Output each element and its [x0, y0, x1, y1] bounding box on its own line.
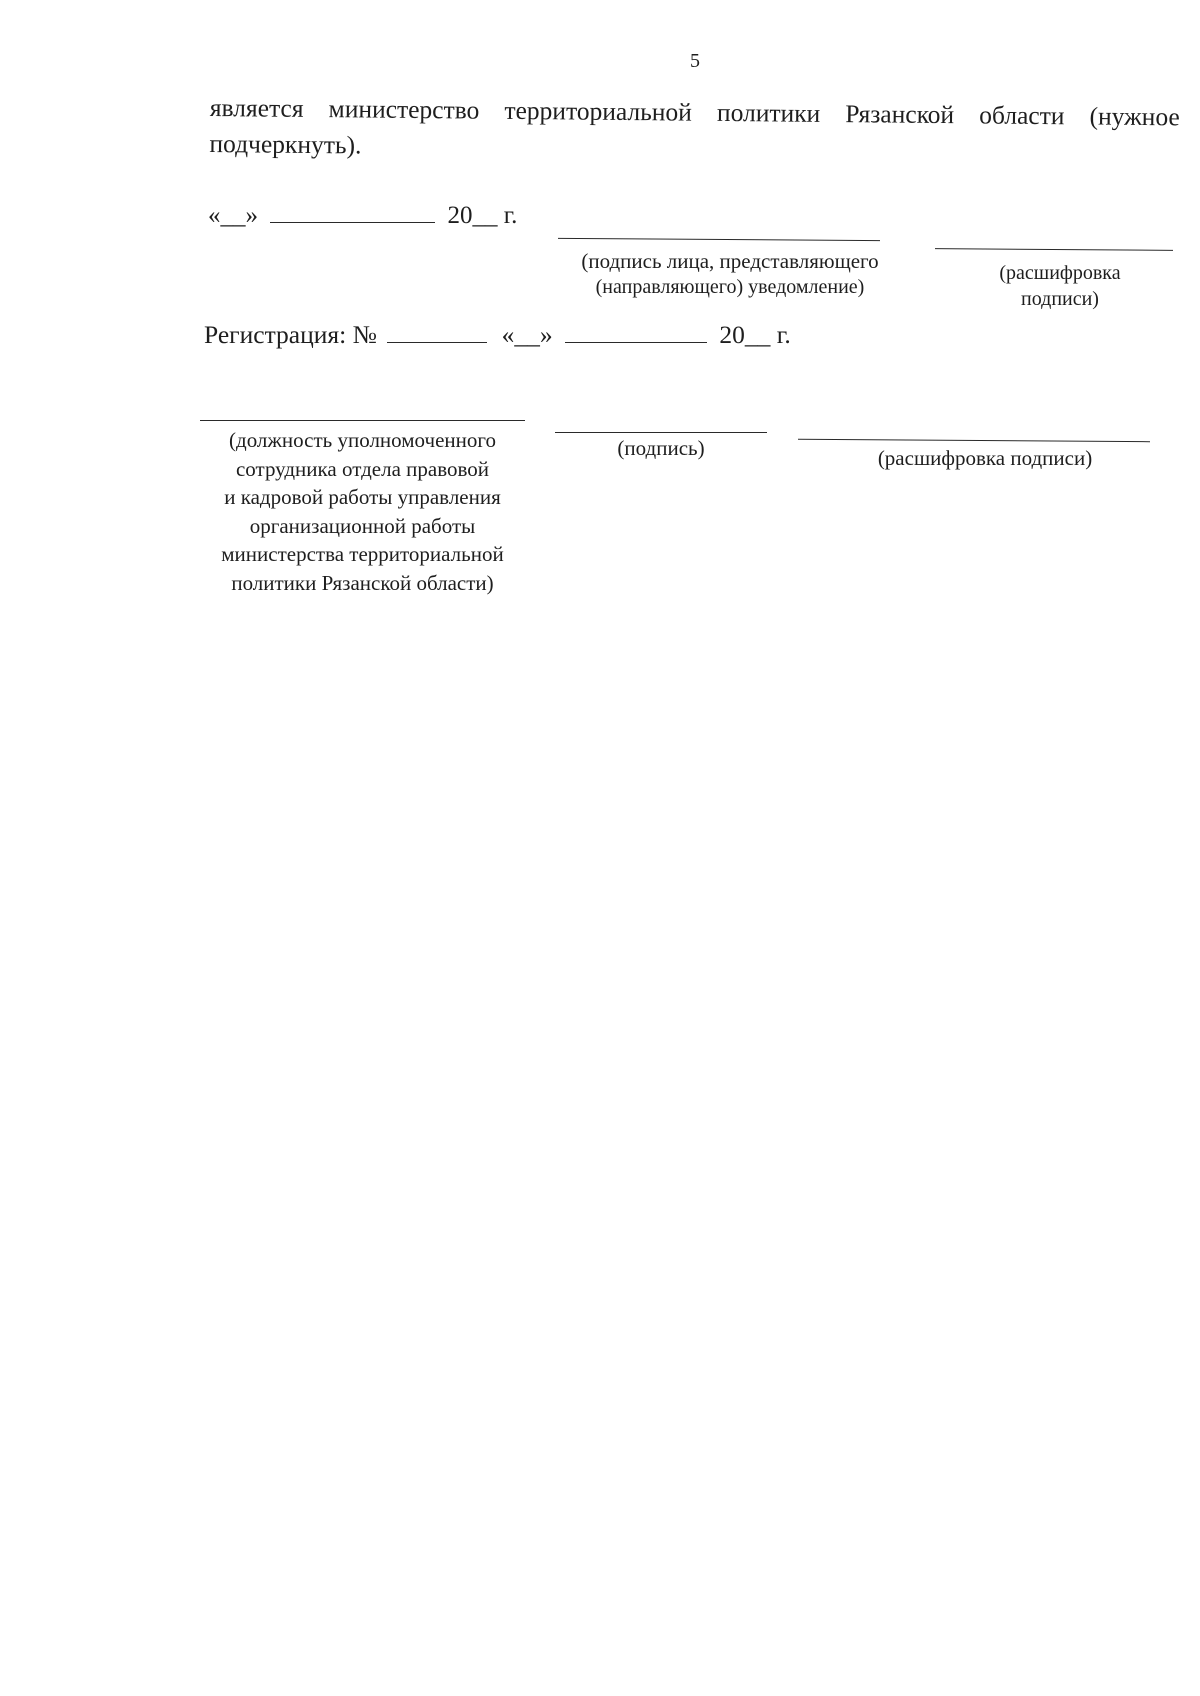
position-caption-line-4: организационной работы — [249, 513, 476, 538]
notice-date-open: «__» — [208, 202, 258, 229]
position-caption-line-3: и кадровой работы управления — [224, 485, 501, 509]
registration-date-open: «__» — [501, 320, 553, 349]
position-caption-line-5: министерства территориальной — [221, 542, 504, 566]
registration-year-prefix: 20 — [719, 320, 745, 349]
registration-signature-caption: (подпись) — [617, 436, 705, 460]
intro-line-2: подчеркнуть). — [209, 128, 362, 160]
notice-signature-caption-line-2: (направляющего) уведомление) — [595, 276, 865, 298]
registration-decode-line — [798, 439, 1150, 442]
registration-decode-caption: (расшифровка подписи) — [877, 446, 1093, 470]
intro-line-1: является министерство территориальной политики Рязанской области (нужное — [209, 92, 1180, 132]
position-caption-line-2: сотрудника отдела правовой — [235, 456, 489, 481]
registration-year-suffix: __ г. — [744, 320, 791, 349]
registration-number-blank — [387, 320, 487, 343]
notice-decode-caption — [960, 260, 1160, 312]
registration-month-blank — [565, 320, 707, 343]
registration-signature-line — [555, 432, 767, 433]
notice-decode-caption-line-2: подписи) — [1021, 288, 1099, 310]
intro-paragraph — [209, 90, 1180, 171]
notice-signature-line — [558, 238, 880, 241]
position-caption-line-1: (должность уполномоченного — [229, 428, 496, 452]
notice-decode-caption-line-1: (расшифровка — [999, 262, 1121, 284]
notice-year-suffix: __ г. — [472, 202, 518, 229]
notice-month-blank — [270, 200, 435, 223]
registration-label: Регистрация: № — [204, 320, 377, 349]
notice-date-line — [208, 200, 517, 230]
notice-signature-caption — [540, 248, 920, 300]
position-caption-line-6: политики Рязанской области) — [231, 570, 494, 595]
registration-position-caption — [190, 426, 535, 597]
notice-year-prefix: 20 — [447, 202, 473, 229]
page-number: 5 — [690, 50, 700, 72]
registration-line — [204, 320, 791, 350]
notice-decode-line — [935, 248, 1173, 251]
notice-signature-caption-line-1: (подпись лица, представляющего — [581, 249, 879, 273]
registration-position-line — [200, 420, 525, 421]
